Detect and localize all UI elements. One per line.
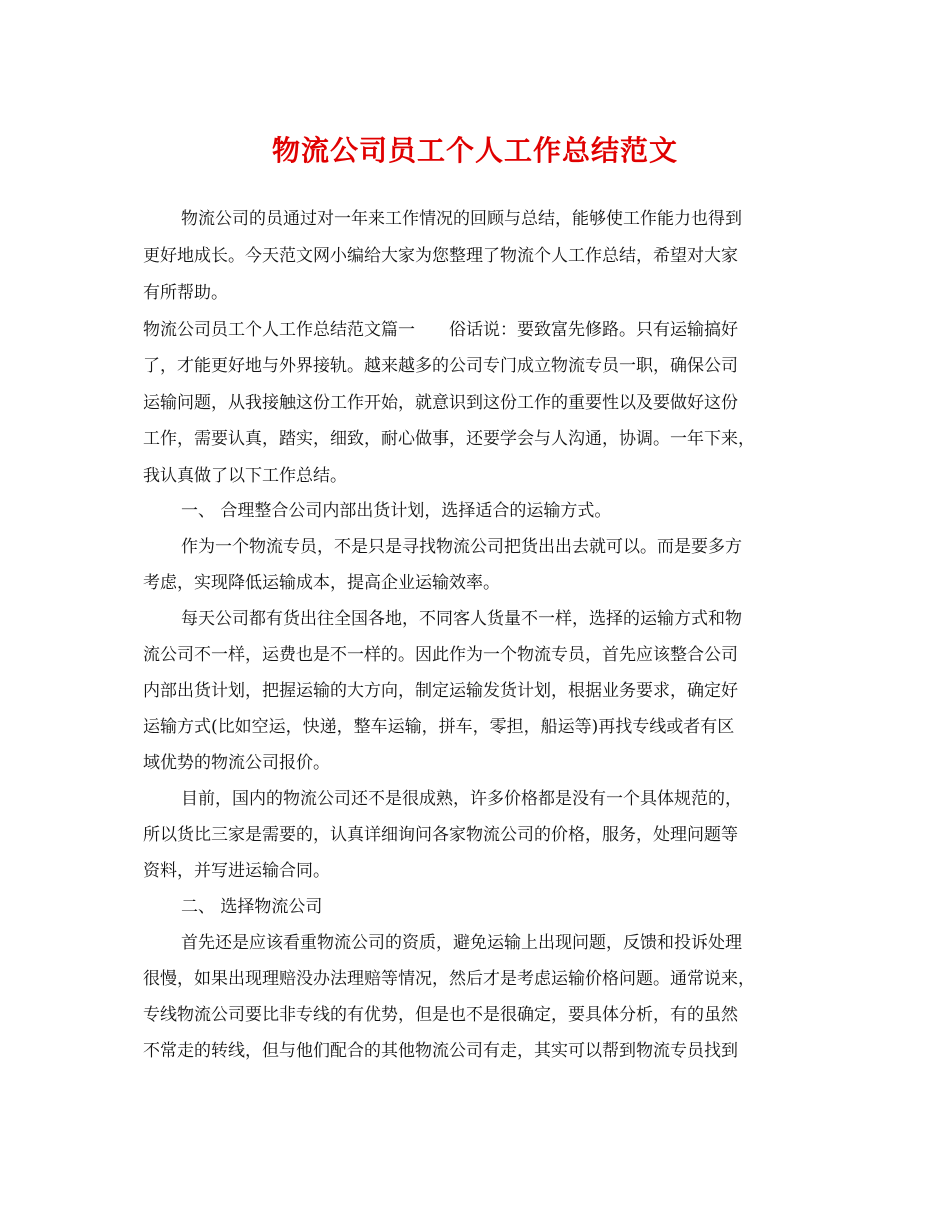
paragraph-line: 流公司不一样，运费也是不一样的。因此作为一个物流专员，首先应该整合公司 bbox=[143, 645, 738, 665]
section-heading: 物流公司员工个人工作总结范文篇一 bbox=[143, 320, 415, 340]
paragraph-line: 不常走的转线，但与他们配合的其他物流公司有走，其实可以帮到物流专员找到 bbox=[143, 1041, 738, 1061]
paragraph-line: 目前，国内的物流公司还不是很成熟，许多价格都是没有一个具体规范的， bbox=[181, 789, 742, 809]
document-title: 物流公司员工个人工作总结范文 bbox=[271, 134, 678, 167]
paragraph-line: 域优势的物流公司报价。 bbox=[143, 753, 330, 773]
paragraph-line: 作为一个物流专员，不是只是寻找物流公司把货出出去就可以。而是要多方 bbox=[181, 537, 742, 557]
section-heading: 一、 合理整合公司内部出货计划，选择适合的运输方式。 bbox=[181, 501, 612, 521]
section-heading: 二、 选择物流公司 bbox=[181, 897, 323, 917]
paragraph-line: 考虑，实现降低运输成本，提高企业运输效率。 bbox=[143, 573, 500, 593]
paragraph-line: 所以货比三家是需要的，认真详细询问各家物流公司的价格，服务，处理问题等 bbox=[143, 825, 738, 845]
paragraph-line: 更好地成长。今天范文网小编给大家为您整理了物流个人工作总结，希望对大家 bbox=[143, 246, 738, 266]
paragraph-line: 有所帮助。 bbox=[143, 283, 228, 303]
paragraph-line: 运输问题，从我接触这份工作开始，就意识到这份工作的重要性以及要做好这份 bbox=[143, 393, 738, 413]
paragraph-line: 了，才能更好地与外界接轨。越来越多的公司专门成立物流专员一职，确保公司 bbox=[143, 356, 738, 376]
paragraph-text: 俗话说：要致富先修路。只有运输搞好 bbox=[449, 320, 738, 340]
paragraph-line: 物流公司的员通过对一年来工作情况的回顾与总结，能够使工作能力也得到 bbox=[181, 209, 742, 229]
paragraph-line: 工作，需要认真，踏实，细致，耐心做事，还要学会与人沟通，协调。一年下来， bbox=[143, 429, 755, 449]
paragraph-line bbox=[143, 319, 808, 341]
paragraph-line: 内部出货计划，把握运输的大方向，制定运输发货计划，根据业务要求，确定好 bbox=[143, 681, 738, 701]
paragraph-line: 很慢，如果出现理赔没办法理赔等情况，然后才是考虑运输价格问题。通常说来， bbox=[143, 969, 755, 989]
paragraph-line: 专线物流公司要比非专线的有优势，但是也不是很确定，要具体分析，有的虽然 bbox=[143, 1005, 738, 1025]
paragraph-line: 首先还是应该看重物流公司的资质，避免运输上出现问题，反馈和投诉处理 bbox=[181, 933, 742, 953]
paragraph-line: 资料，并写进运输合同。 bbox=[143, 861, 330, 881]
paragraph-line: 我认真做了以下工作总结。 bbox=[143, 466, 347, 486]
paragraph-line: 运输方式(比如空运，快递，整车运输，拼车，零担，船运等)再找专线或者有区 bbox=[143, 717, 735, 737]
paragraph-line: 每天公司都有货出往全国各地，不同客人货量不一样，选择的运输方式和物 bbox=[181, 609, 742, 629]
